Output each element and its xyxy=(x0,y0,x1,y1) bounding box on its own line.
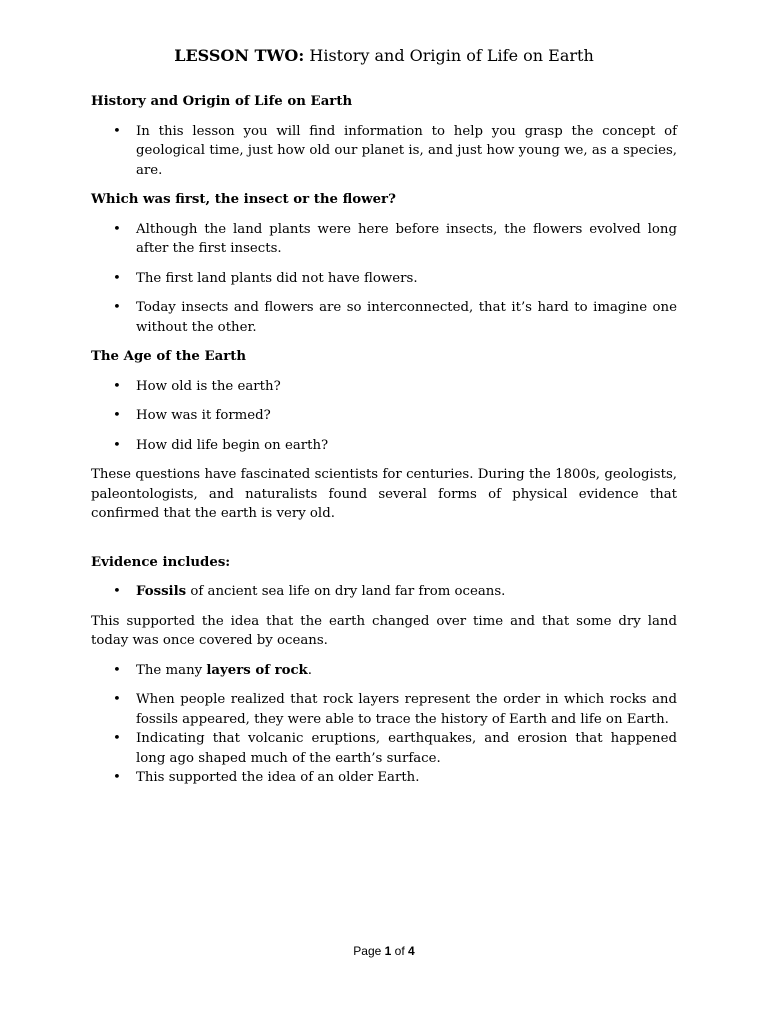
lesson-title xyxy=(0,45,768,67)
insect-flower-bullet-list xyxy=(91,220,677,338)
layers-bold-text: layers of rock xyxy=(206,662,308,678)
section-heading-evidence: Evidence includes: xyxy=(91,554,231,570)
section-heading-age: The Age of the Earth xyxy=(91,349,247,364)
list-item xyxy=(91,661,677,681)
list-item: • How did life begin on earth? xyxy=(91,436,677,456)
age-bullet-list xyxy=(91,377,677,456)
list-item: • Indicating that volcanic eruptions, earthquakes, and erosion that happened long ago shaped much of the earth’s surface. xyxy=(91,729,677,768)
lesson-title-text: History and Origin of Life on Earth xyxy=(304,46,594,65)
fossils-bold-text: Fossils xyxy=(136,584,187,599)
list-item: • How was it formed? xyxy=(91,406,677,426)
page-total: 4 xyxy=(408,944,415,958)
section-spacer xyxy=(91,534,677,553)
list-item: • In this lesson you will find information to help you grasp the concept of geological time, just how old our planet is, and just how young we, as a species, are. xyxy=(91,122,677,181)
list-item: • This supported the idea of an older Earth. xyxy=(91,768,677,788)
page-label: Page xyxy=(353,944,385,958)
list-item xyxy=(91,582,677,602)
layers-prefix-text: The many xyxy=(136,662,207,678)
age-paragraph: These questions have fascinated scientists for centuries. During the 1800s, geologists, paleontologists, and naturalists found several forms of physical evidence that confirmed that the earth is very old. xyxy=(91,467,677,521)
fossils-text: of ancient sea life on dry land far from oceans. xyxy=(186,584,506,599)
list-item: • Today insects and flowers are so interconnected, that it’s hard to imagine one without the other. xyxy=(91,298,677,337)
list-item: • Although the land plants were here before insects, the flowers evolved long after the first insects. xyxy=(91,220,677,259)
evidence-bullet-list xyxy=(91,690,677,788)
evidence-layers-list xyxy=(91,661,677,681)
lesson-title-prefix: LESSON TWO: xyxy=(174,46,305,65)
page-footer xyxy=(0,943,768,959)
list-item: • How old is the earth? xyxy=(91,377,677,397)
page-of-label: of xyxy=(391,944,409,958)
document-body xyxy=(91,92,677,798)
list-item: • The first land plants did not have flowers. xyxy=(91,269,677,289)
layers-suffix-text: . xyxy=(307,662,312,678)
list-item: • When people realized that rock layers represent the order in which rocks and fossils appeared, they were able to trace the history of Earth and life on Earth. xyxy=(91,690,677,729)
section-heading-insect-flower: Which was first, the insect or the flower? xyxy=(91,192,396,207)
page-current: 1 xyxy=(384,944,392,958)
intro-bullet-list xyxy=(91,122,677,181)
section-heading-intro: History and Origin of Life on Earth xyxy=(91,94,353,109)
evidence-paragraph: This supported the idea that the earth changed over time and that some dry land today was once covered by oceans. xyxy=(91,613,677,648)
evidence-fossils-list xyxy=(91,582,677,602)
